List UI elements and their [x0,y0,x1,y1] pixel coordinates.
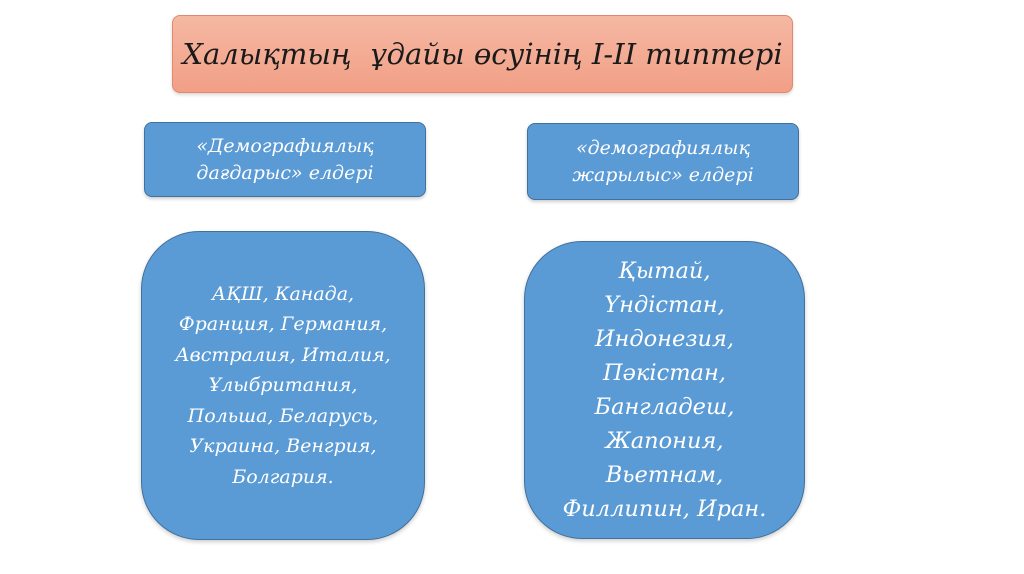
crisis-countries-list [141,231,425,540]
crisis-countries-header [144,122,426,197]
country-line: Филлипин, Иран. [562,496,767,522]
explosion-header-line-1: «демографиялық [576,136,750,159]
country-line: Жапония, [605,428,724,454]
country-line: Қытай, [618,258,711,284]
country-line: Бангладеш, [594,394,735,420]
diagram-title: Халықтың ұдайы өсуінің І-ІІ типтері [182,37,783,71]
country-line: Вьетнам, [605,462,724,488]
country-line: Ұлыбритания, [208,374,358,397]
explosion-countries-list [524,241,805,539]
country-line: АҚШ, Канада, [211,282,355,305]
title-box [172,15,793,93]
explosion-countries-header [527,123,799,200]
country-line: Болгария. [232,465,334,488]
country-line: Пәкістан, [603,360,726,386]
country-line: Украина, Венгрия, [189,435,377,458]
country-line: Австралия, Италия, [175,343,391,366]
country-line: Үндістан, [604,292,725,318]
country-line: Польша, Беларусь, [187,404,379,427]
country-line: Индонезия, [594,326,735,352]
country-line: Франция, Германия, [178,313,388,336]
explosion-header-line-2: жарылыс» елдері [572,163,754,186]
crisis-header-line-2: дағдарыс» елдері [196,161,374,184]
crisis-header-line-1: «Демографиялық [196,134,374,157]
